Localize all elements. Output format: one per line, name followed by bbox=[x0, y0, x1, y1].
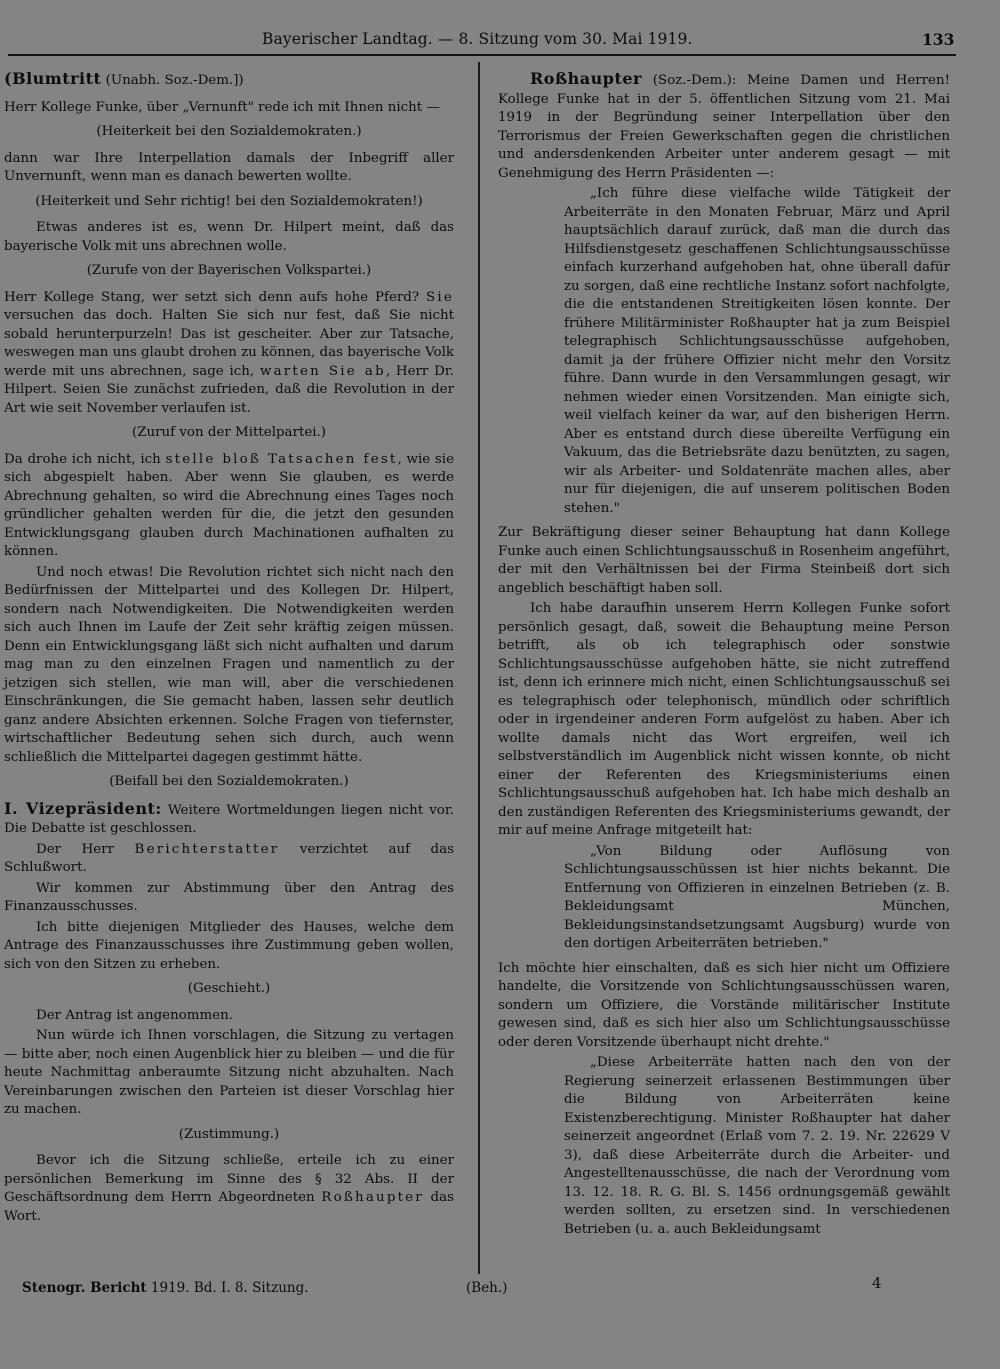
paragraph: Der Antrag ist angenommen. bbox=[36, 1007, 233, 1023]
text-run: Bevor ich die Sitzung schließe, erteile ich zu einer persönlichen Bemerkung im Sinne des § 32 Abs. II der Geschäftsordnung dem Herrn Abgeordneten bbox=[4, 1153, 454, 1205]
emphasized-text: stelle bloß Tatsachen fest bbox=[165, 451, 398, 467]
speaker-name: (Blumtritt bbox=[4, 69, 102, 88]
emphasized-text: warten Sie ab bbox=[259, 363, 386, 379]
right-column bbox=[498, 70, 950, 1245]
interjection: (Zustimmung.) bbox=[178, 1126, 280, 1142]
paragraph bbox=[498, 70, 950, 183]
paragraph: Ich habe daraufhin unserem Herrn Kollegen Funke sofort persönlich gesagt, daß, soweit die Behauptung meine Person betrifft, als ob ich telegraphisch oder sonstwie Schlichtungsausschüsse aufgehoben hätte, sie nicht zutreffend ist, denn ich erinnere mich nicht, einen Schlichtungsausschuß sei es telegraphisch oder telephonisch, mündlich oder schriftlich oder in irgendeiner anderen Form aufgelöst zu haben. Aber ich wollte damals nicht das Wort ergreifen, weil ich selbstverständlich im Augenblick nicht wissen konnte, ob nicht einer der Referenten des Kriegsministeriums einen Schlichtungsausschuß aufgehoben hat. Ich habe mich deshalb an den zuständigen Referenten des Kriegsministeriums gewandt, der mir auf meine Anfrage mitgeteilt hat: bbox=[498, 601, 950, 838]
interjection: (Heiterkeit und Sehr richtig! bei den Sozialdemokraten!) bbox=[35, 193, 423, 209]
text-run: Weitere Wortmeldungen liegen nicht vor. Die Debatte ist geschlossen. bbox=[4, 802, 454, 836]
text-run: Der Herr bbox=[36, 841, 114, 857]
quotation: „Von Bildung oder Auflösung von Schlichtungsausschüssen ist hier nichts bekannt. Die Entfernung von Offizieren in einzelnen Betrieben (z. B. Bekleidungsamt München, Bekleidungsinstandsetzungsamt Augsburg) wurde von den dortigen Arbeiterräten betrieben." bbox=[564, 843, 950, 951]
interjection: (Zurufe von der Bayerischen Volkspartei.) bbox=[86, 263, 372, 278]
paragraph: dann war Ihre Interpellation damals der Inbegriff aller Unvernunft, wenn man es danach bewerten wollte. bbox=[4, 150, 454, 184]
column-divider bbox=[478, 62, 480, 1274]
interjection: (Geschieht.) bbox=[187, 981, 271, 996]
paragraph bbox=[4, 451, 454, 562]
paragraph: Etwas anderes ist es, wenn Dr. Hilpert meint, daß das bayerische Volk mit uns abrechnen wolle. bbox=[4, 220, 454, 254]
text-run: Meine Damen und Herren! Kollege Funke hat in der 5. öffentlichen Sitzung vom 21. Mai 1919 in der Begründung seiner Interpellation über den Terrorismus der Freien Gewerkschaften gegen die christlichen und andersdenkenden Arbeiter unter anderem gesagt — mit Genehmigung des Herrn Präsidenten —: bbox=[498, 73, 950, 181]
text-run: verzichtet auf das Schlußwort. bbox=[4, 841, 454, 875]
page-number: 133 bbox=[922, 30, 955, 49]
paragraph bbox=[4, 1152, 454, 1226]
page-footer bbox=[0, 1274, 1000, 1302]
text-run: das Wort. bbox=[4, 1190, 454, 1224]
text-run: Da drohe ich nicht, ich bbox=[4, 451, 161, 467]
sheet-number: 4 bbox=[872, 1274, 882, 1292]
paragraph: Ich möchte hier einschalten, daß es sich hier nicht um Offiziere handelte, die Vorsitzende von Schlichtungsausschüssen waren, sondern um Offiziere, die Vorstände militärischer Institute gewesen sind, daß es sich hier also um Schlichtungsausschüsse oder deren Vorsitzende überhaupt nicht drehte." bbox=[498, 960, 950, 1050]
speaker-party: (Unabh. Soz.-Dem.]) bbox=[101, 73, 244, 88]
emphasized-text: Berichterstatter bbox=[134, 841, 280, 857]
speaker-party: (Soz.-Dem.): bbox=[641, 73, 737, 88]
quotation: „Diese Arbeiterräte hatten nach den von der Regierung seinerzeit erlassenen Bestimmungen über die Bildung von Arbeiterräten keine Existenzberechtigung. Minister Roßhaupter hat daher seinerzeit angeordnet (Erlaß vom 7. 2. 19. Nr. 22629 V 3), daß diese Arbeiterräte durch die Arbeiter- und Angestelltenausschüsse, die nach der Verordnung vom 13. 12. 18. R. G. Bl. S. 1456 ordnungsgemäß gewählt werden sollten, zu ersetzen sind. In verschiedenen Betrieben (u. a. auch Bekleidungsamt bbox=[564, 1055, 950, 1237]
interjection: (Zuruf von der Mittelpartei.) bbox=[131, 425, 327, 440]
paragraph: Ich bitte diejenigen Mitglieder des Hauses, welche dem Antrage des Finanzausschusses ihre Zustimmung geben wollen, sich von den Sitzen zu erheben. bbox=[4, 919, 454, 972]
page-header bbox=[0, 30, 1000, 52]
paragraph bbox=[4, 800, 454, 839]
footer-citation bbox=[22, 1280, 309, 1296]
text-run: Herr Kollege Stang, wer setzt sich denn aufs hohe Pferd? bbox=[4, 289, 420, 305]
report-info: 1919. Bd. I. 8. Sitzung. bbox=[146, 1280, 309, 1296]
text-run: , Herr Dr. Hilpert. Seien Sie zunächst zufrieden, daß die Revolution in der Art wie seit November verlaufen ist. bbox=[4, 363, 454, 416]
left-column bbox=[4, 70, 454, 1228]
speaker-name: I. Vizepräsident: bbox=[4, 798, 162, 818]
running-title: Bayerischer Landtag. — 8. Sitzung vom 30. Mai 1919. bbox=[262, 30, 693, 48]
text-run: , wie sie sich abgespielt haben. Aber wenn Sie glauben, es werde Abrechnung gehalten, so wird die Abrechnung eines Tages noch gründlicher gehalten werden für die, die jetzt den gesunden Entwicklungsgang glauben durch Machinationen aufhalten zu können. bbox=[4, 451, 454, 559]
report-label: Stenogr. Bericht bbox=[22, 1280, 147, 1296]
header-rule bbox=[8, 54, 956, 56]
paragraph bbox=[4, 289, 454, 419]
paragraph: Und noch etwas! Die Revolution richtet sich nicht nach den Bedürfnissen der Mittelpartei und des Kollegen Dr. Hilpert, sondern nach Notwendigkeiten. Die Notwendigkeiten werden sich auch Ihnen im Laufe der Zeit sehr kräftig zeigen müssen. Denn ein Entwicklungsgang läßt sich nicht aufhalten und darum mag man zu den einzelnen Fragen und namentlich zu der jetzigen sich stellen, wie man will, aber die verschiedenen Einschränkungen, die Sie gemacht haben, lassen sehr deutlich ganz andere Absichten erkennen. Solche Fragen von tiefernster, wirtschaftlicher Bedeutung sehen sich durch, auch wenn schließlich die Mittelpartei dagegen gestimmt hätte. bbox=[4, 564, 454, 765]
interjection: (Beifall bei den Sozialdemokraten.) bbox=[109, 774, 349, 789]
interjection: (Heiterkeit bei den Sozialdemokraten.) bbox=[96, 124, 362, 139]
emphasized-text: Roßhaupter bbox=[321, 1190, 424, 1205]
paragraph bbox=[4, 841, 454, 878]
quotation: „Ich führe diese vielfache wilde Tätigkeit der Arbeiterräte in den Monaten Februar, März und April hauptsächlich darauf zurück, daß man die durch das Hilfsdienstgesetz geschaffenen Schlichtungsausschüsse einfach kurzerhand aufgehoben hat, ohne überall dafür zu sorgen, daß eine rechtliche Instanz sofort nachfolgte, die die entstandenen Streitigkeiten lösen konnte. Der frühere Militärminister Roßhaupter hat ja zum Beispiel telegraphisch Schlichtungsausschüsse aufgehoben, damit ja der frühere Offizier nicht mehr den Vorsitz führe. Dann wurde in den Versammlungen gesagt, wir nehmen wieder einen Vorsitzenden. Man einigte sich, weil vielfach keiner da war, auf den bisherigen Herrn. Aber es entstand durch diese übereilte Verfügung ein Vakuum, das die Betriebsräte dazu benützten, zu sagen, wir als Arbeiter- und Soldatenräte machen alles, aber nur für diejenigen, die auf unserem politischen Boden stehen." bbox=[564, 186, 950, 516]
paragraph: Herr Kollege Funke, über „Vernunft" rede ich mit Ihnen nicht — bbox=[4, 99, 440, 115]
paragraph: Nun würde ich Ihnen vorschlagen, die Sitzung zu vertagen — bitte aber, noch einen Augenblick hier zu bleiben — und die für heute Nachmittag anberaumte Sitzung nicht abzuhalten. Nach Vereinbarungen zwischen den Parteien ist dieser Vorschlag hier zu machen. bbox=[4, 1028, 454, 1117]
paragraph: Zur Bekräftigung dieser seiner Behauptung hat dann Kollege Funke auch einen Schlichtungsausschuß in Rosenheim angeführt, der mit den Verhältnissen bei der Firma Steinbeiß dort sich angeblich beschäftigt haben soll. bbox=[498, 525, 950, 596]
footer-code: (Beh.) bbox=[466, 1280, 508, 1296]
paragraph bbox=[4, 70, 454, 91]
paragraph: Wir kommen zur Abstimmung über den Antrag des Finanzausschusses. bbox=[4, 880, 454, 914]
text-run: versuchen das doch. Halten Sie sich nur fest, daß Sie nicht sobald herunterpurzeln! Das ist gescheiter. Aber zur Tatsache, weswegen man uns glaubt drohen zu können, das bayerische Volk werde mit uns abrechnen, sage ich, bbox=[4, 308, 455, 379]
emphasized-text: Sie bbox=[426, 289, 454, 305]
speaker-name: Roßhaupter bbox=[530, 69, 642, 88]
